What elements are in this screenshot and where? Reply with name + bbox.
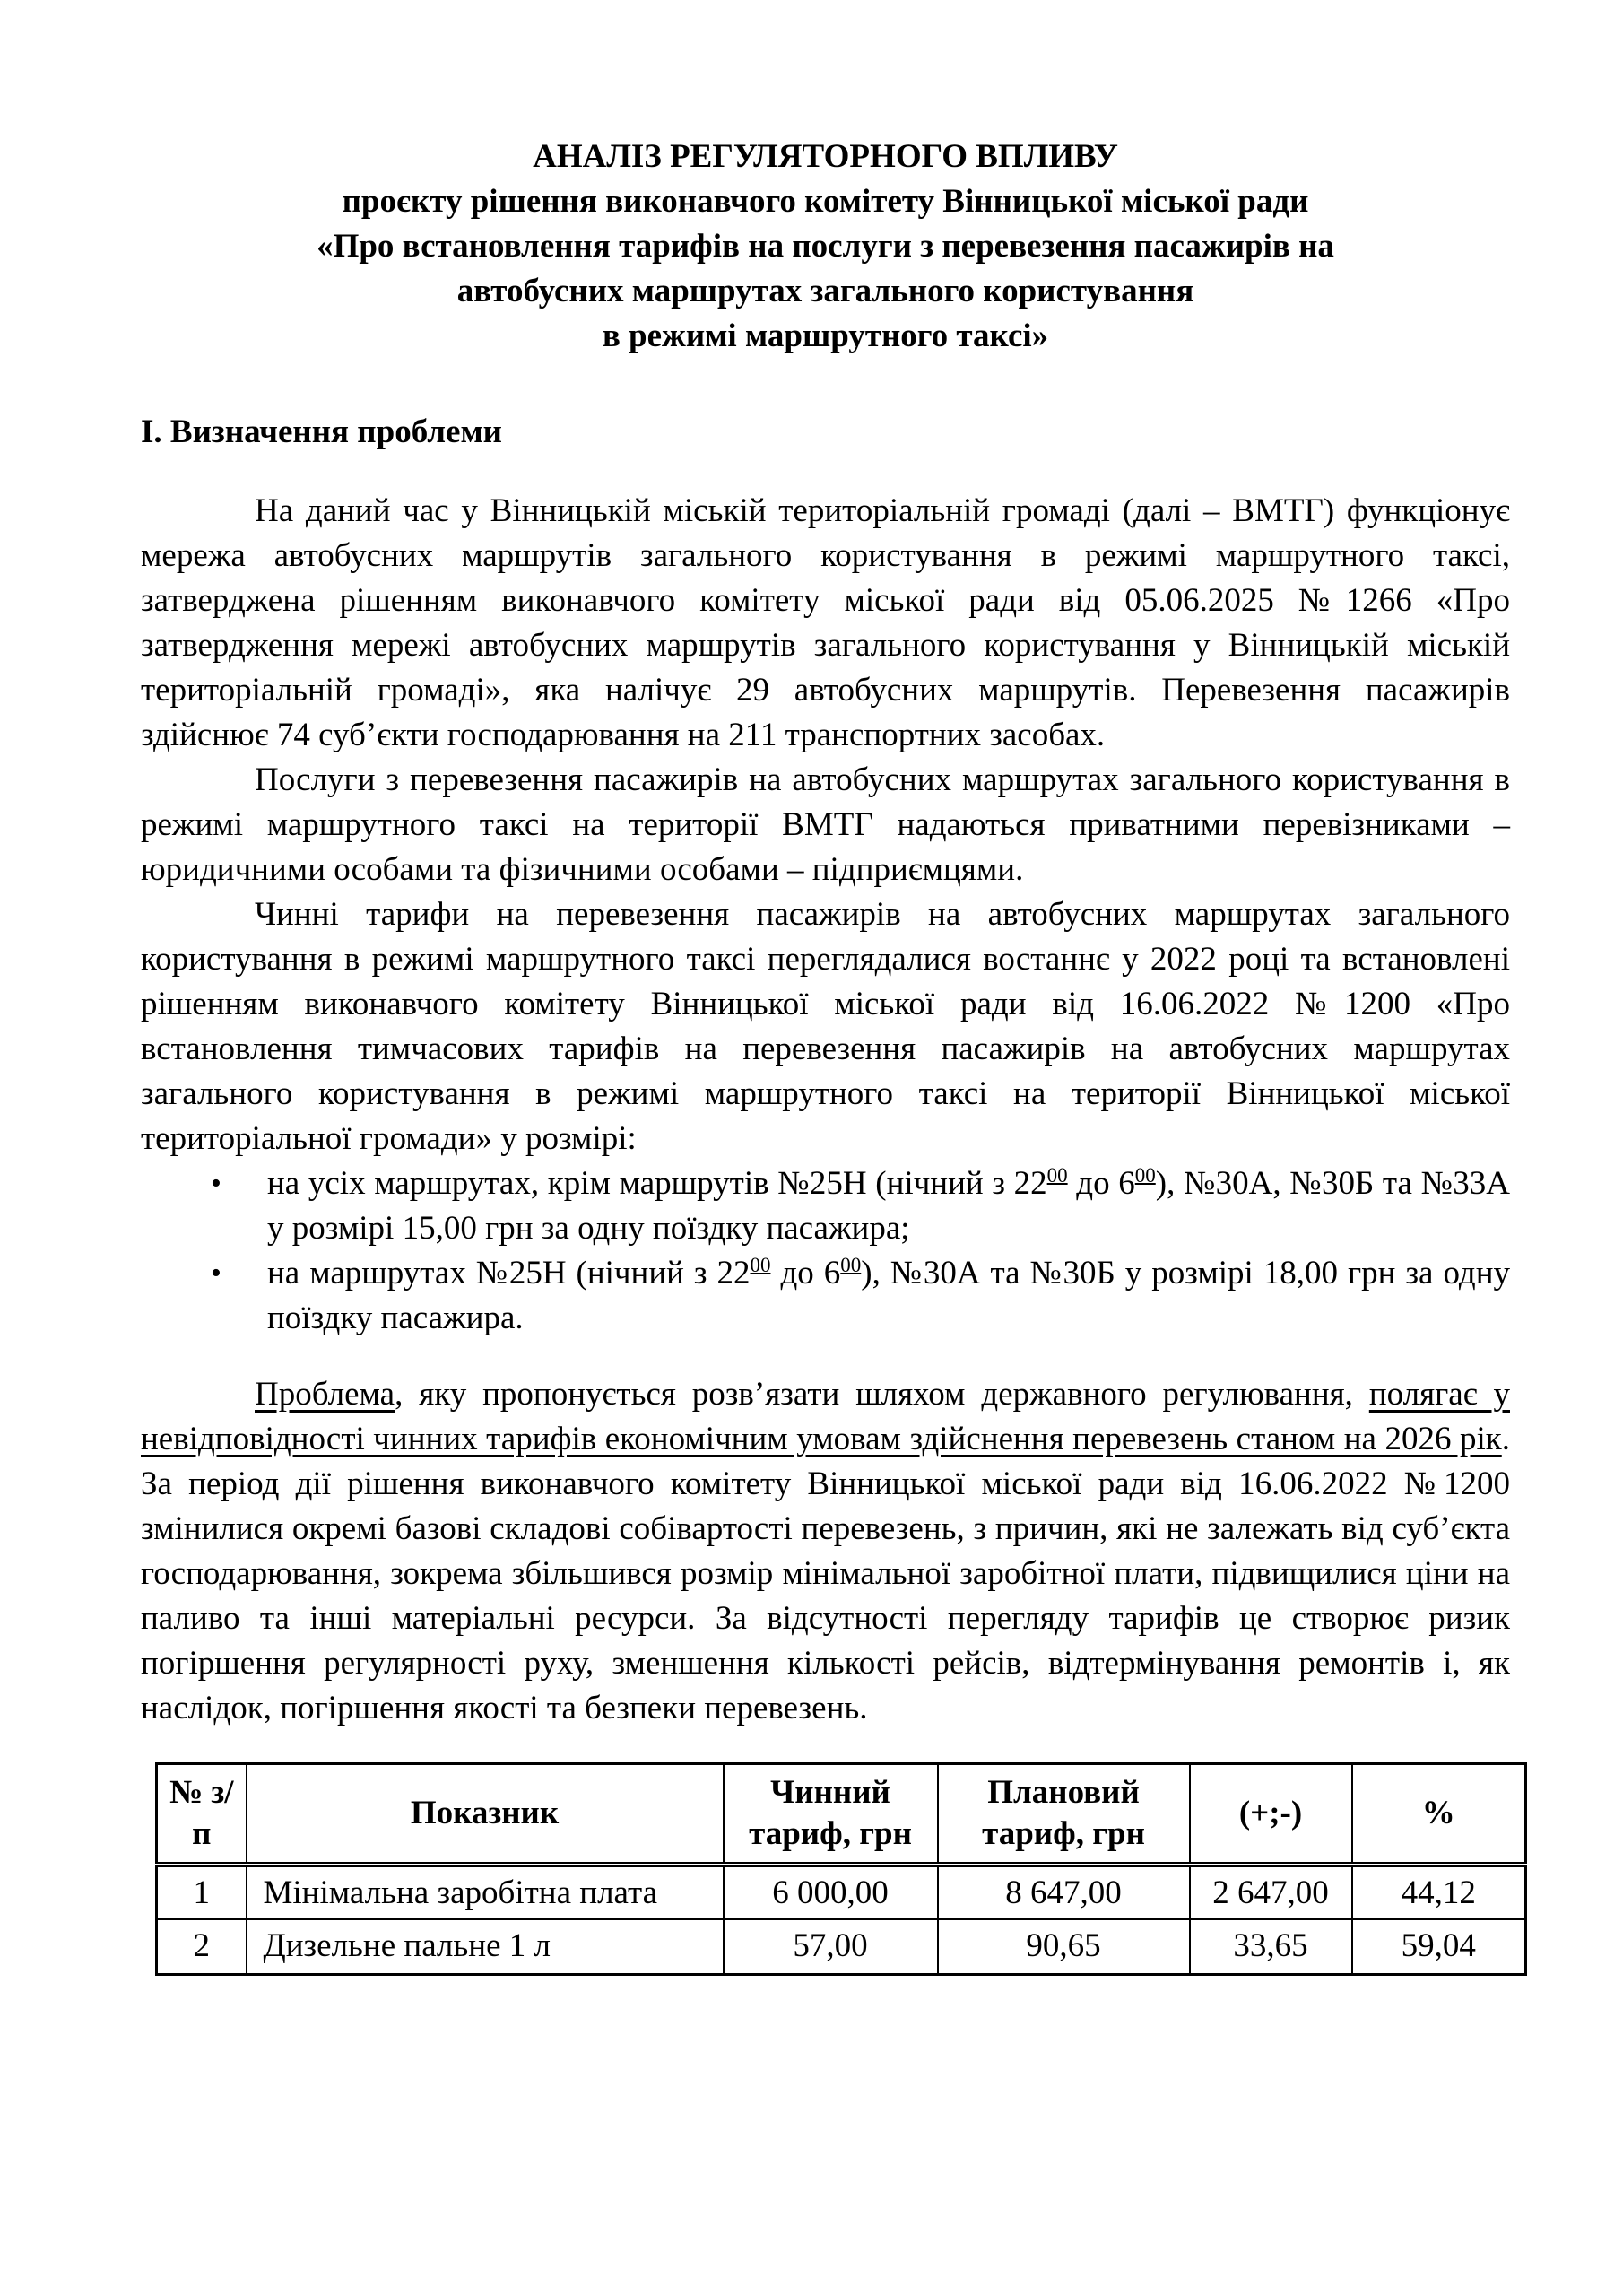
cell-current-tariff: 57,00 — [724, 1919, 938, 1974]
table-header-current-tariff: Чинний тариф, грн — [724, 1764, 938, 1866]
cell-planned-tariff: 8 647,00 — [938, 1865, 1190, 1919]
bullet-item — [211, 1161, 1510, 1251]
title-line: проєкту рішення виконавчого комітету Вінницької міської ради — [342, 183, 1309, 220]
cell-row-number: 1 — [157, 1865, 247, 1919]
problem-paragraph: Проблема, яку пропонується розв’язати шляхом державного регулювання, полягає у невідповідності чинних тарифів економічним умовам здійснення перевезень станом на 2026 рік. За період дії рішення виконавчого комітету Вінницької міської ради від 16.06.2022 №1200 змінилися окремі базові складові собівартості перевезень, з причин, які не залежать від суб’єкта господарювання, зокрема збільшився розмір мінімальної заробітної плати, підвищилися ціни на паливо та інші матеріальні ресурси. За відсутності перегляду тарифів це створює ризик погіршення регулярності руху, зменшення кількості рейсів, відтермінування ремонтів і, як наслідок, погіршення якості та безпеки перевезень. — [141, 1376, 1510, 1726]
title-line: АНАЛІЗ РЕГУЛЯТОРНОГО ВПЛИВУ — [533, 138, 1118, 175]
cell-percent: 44,12 — [1352, 1865, 1526, 1919]
title-line: в режимі маршрутного таксі» — [602, 317, 1049, 354]
table-header-planned-tariff: Плановий тариф, грн — [938, 1764, 1190, 1866]
title-line: «Про встановлення тарифів на послуги з перевезення пасажирів на — [317, 228, 1334, 265]
table-row — [157, 1919, 1526, 1974]
cell-current-tariff: 6 000,00 — [724, 1865, 938, 1919]
table-header-number: № з/п — [157, 1764, 247, 1866]
indicator-table — [155, 1762, 1527, 1976]
paragraph-providers: Послуги з перевезення пасажирів на автобусних маршрутах загального користування в режимі маршрутного таксі на території ВМТГ надаються приватними перевізниками – юридичними особами та фізичними особами – підприємцями. — [141, 761, 1510, 888]
table-header-row — [157, 1764, 1526, 1866]
bullet-icon: • — [211, 1257, 221, 1290]
cell-indicator: Мінімальна заробітна плата — [247, 1865, 724, 1919]
cell-percent: 59,04 — [1352, 1919, 1526, 1974]
cell-delta: 2 647,00 — [1190, 1865, 1352, 1919]
table-header-percent: % — [1352, 1764, 1526, 1866]
paragraph-current-tariffs: Чинні тарифи на перевезення пасажирів на автобусних маршрутах загального користування в режимі маршрутного таксі переглядалися востаннє у 2022 році та встановлені рішенням виконавчого комітету Вінницької міської ради від 16.06.2022 №1200 «Про встановлення тимчасових тарифів на перевезення пасажирів на автобусних маршрутах загального користування в режимі маршрутного таксі на території Вінницької міської територіальної громади» у розмірі: — [141, 896, 1510, 1157]
bullet-text: на маршрутах №25Н (нічний з 2200 до 600), №30А та №30Б у розмірі 18,00 грн за одну поїздку пасажира. — [267, 1254, 1511, 1336]
table-header-indicator: Показник — [247, 1764, 724, 1866]
table-header-delta: (+;-) — [1190, 1764, 1352, 1866]
cell-indicator: Дизельне пальне 1 л — [247, 1919, 724, 1974]
cell-delta: 33,65 — [1190, 1919, 1352, 1974]
document-title — [141, 135, 1510, 359]
section-heading: І. Визначення проблеми — [141, 413, 502, 450]
bullet-text: на усіх маршрутах, крім маршрутів №25Н (нічний з 2200 до 600), №30А, №30Б та №33А у розмірі 15,00 грн за одну поїздку пасажира; — [267, 1164, 1510, 1247]
tariff-bullet-list — [141, 1161, 1510, 1341]
paragraph-network: На даний час у Вінницькій міській територіальній громаді (далі – ВМТГ) функціонує мережа автобусних маршрутів загального користування в режимі маршрутного таксі, затверджена рішенням виконавчого комітету міської ради від 05.06.2025 №1266 «Про затвердження мережі автобусних маршрутів загального користування у Вінницькій міській територіальній громаді», яка налічує 29 автобусних маршрутів. Перевезення пасажирів здійснює 74 суб’єкти господарювання на 211 транспортних засобах. — [141, 492, 1510, 753]
cell-planned-tariff: 90,65 — [938, 1919, 1190, 1974]
bullet-icon: • — [211, 1167, 221, 1200]
cell-row-number: 2 — [157, 1919, 247, 1974]
table-row — [157, 1865, 1526, 1919]
title-line: автобусних маршрутах загального користування — [456, 273, 1194, 309]
bullet-item — [211, 1251, 1511, 1341]
